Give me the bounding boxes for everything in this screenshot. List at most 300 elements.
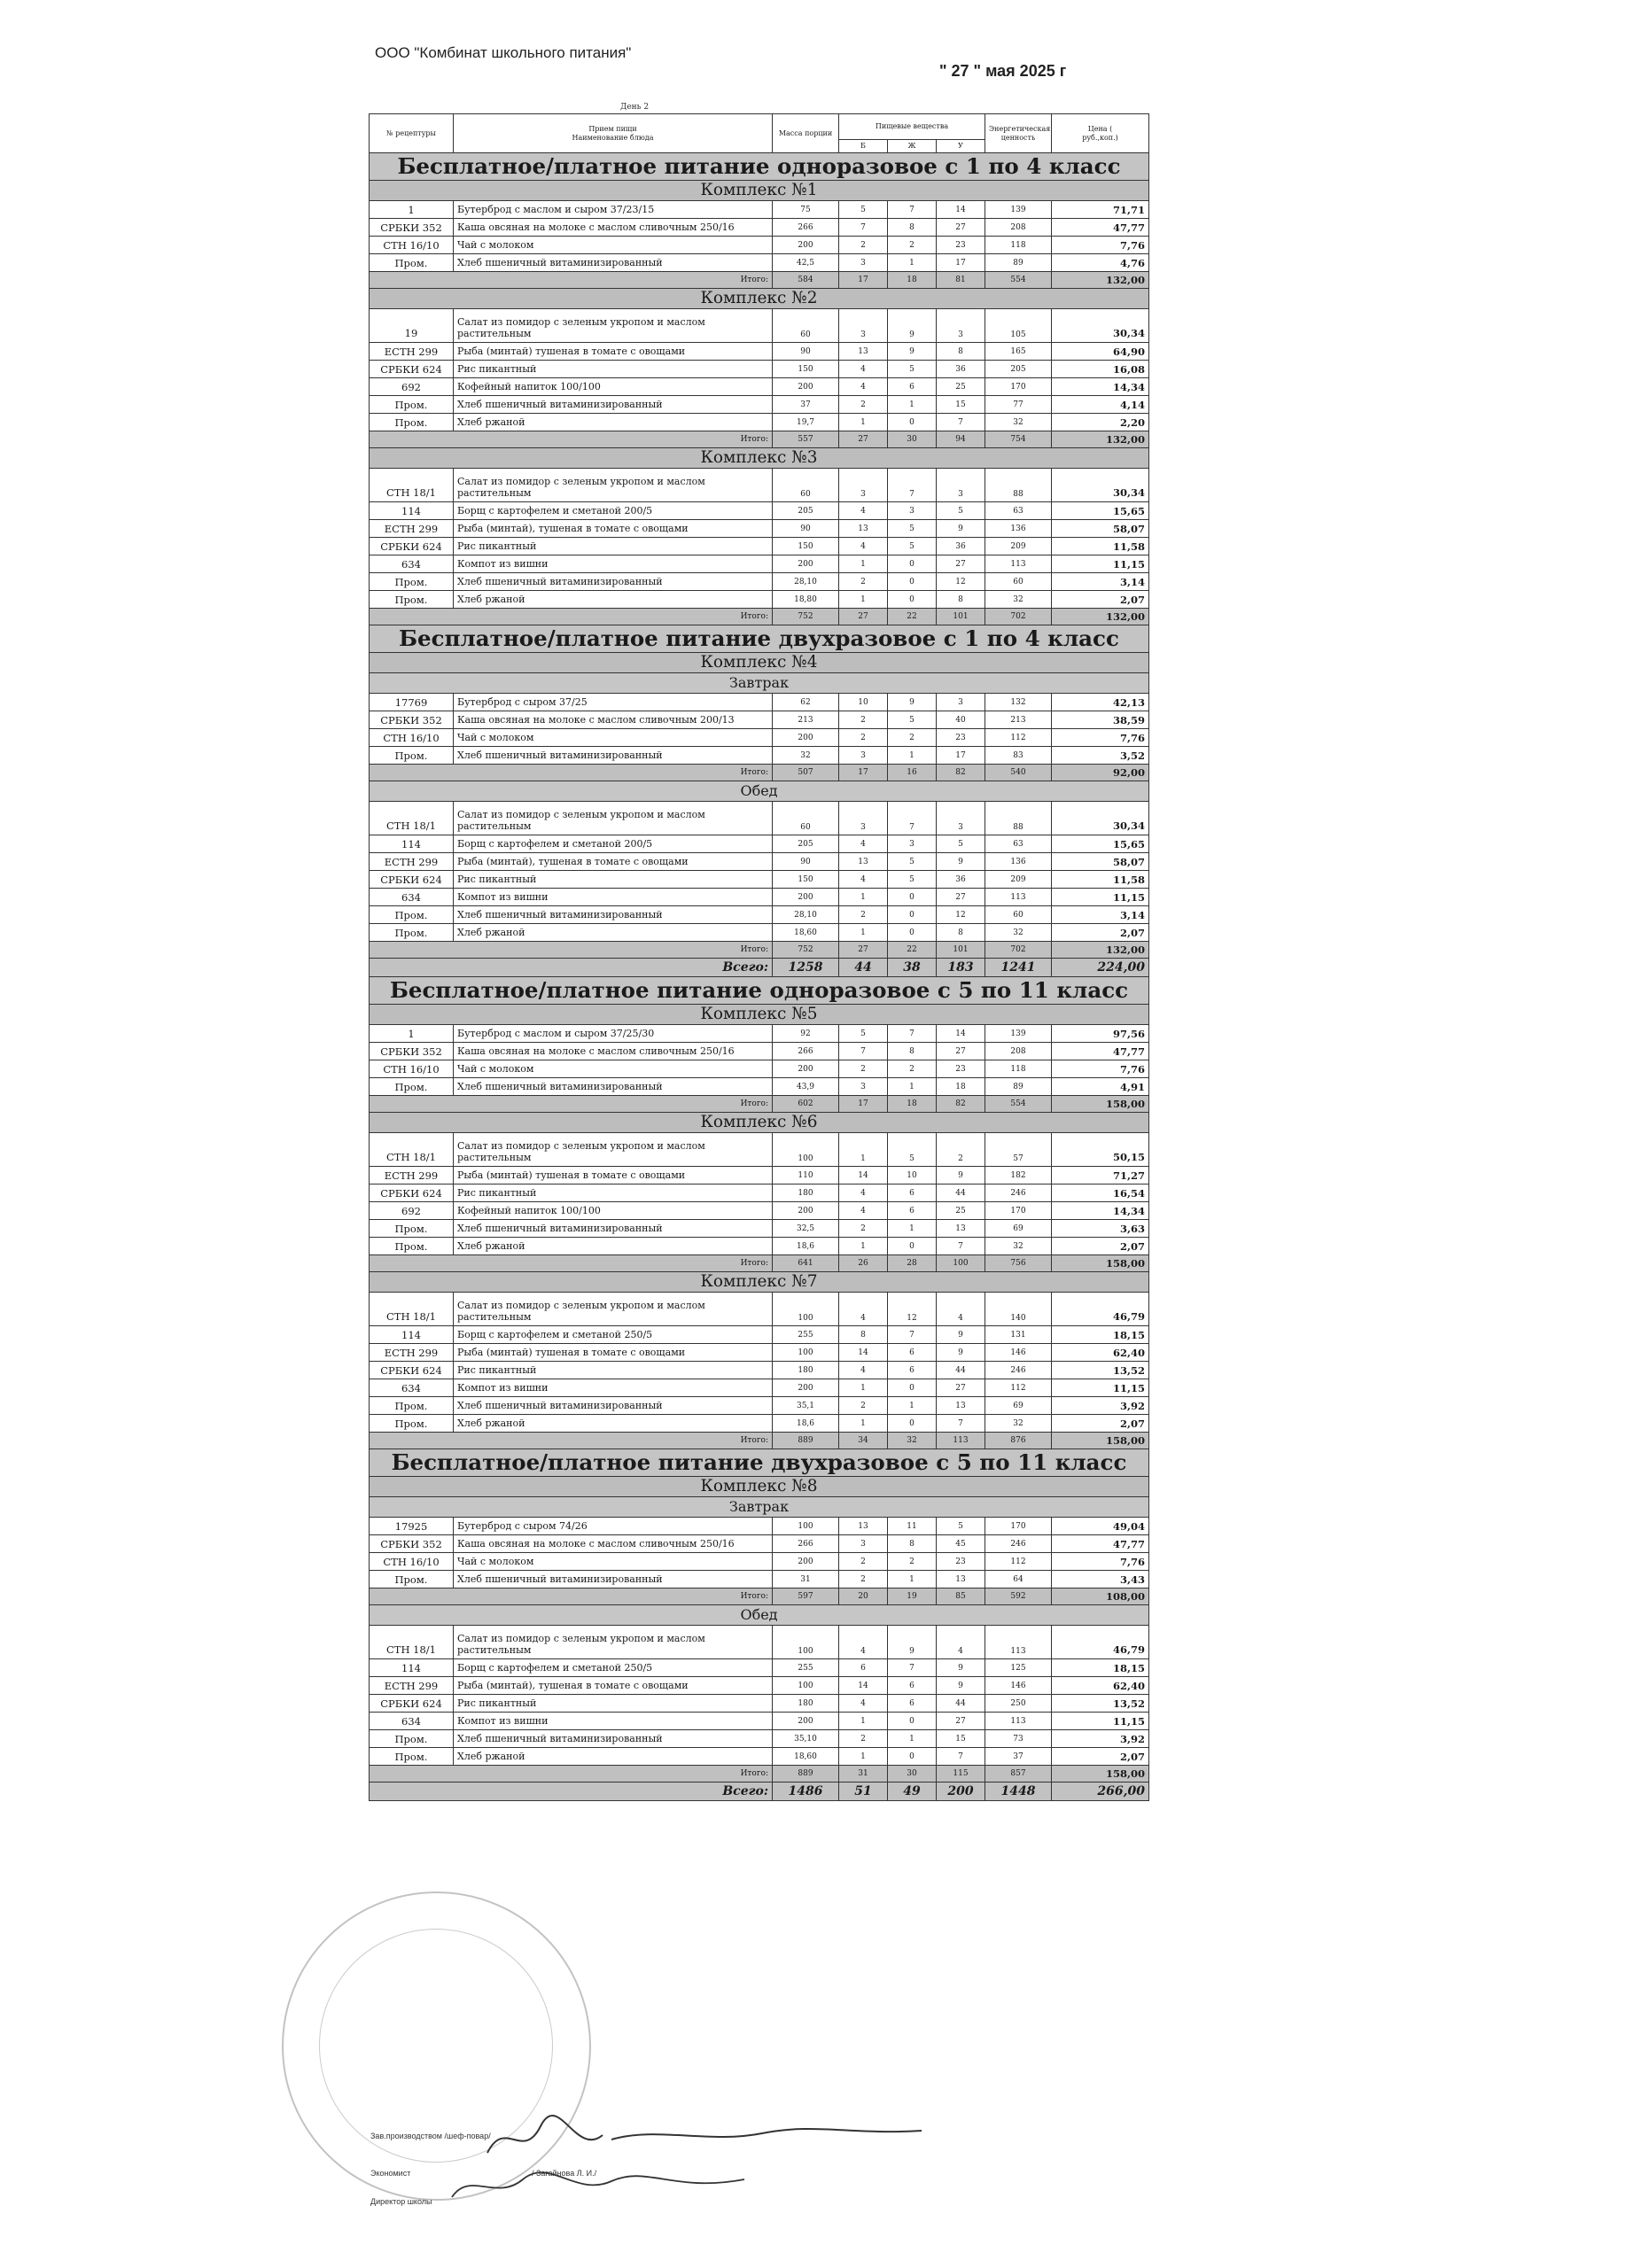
fat-value: 1 — [888, 396, 937, 414]
fat-value: 5 — [888, 871, 937, 889]
fat-value: 5 — [888, 711, 937, 729]
complex-title-row — [370, 1005, 1149, 1025]
fat-value: 2 — [888, 237, 937, 254]
carbs-value: 44 — [937, 1362, 985, 1379]
fat-value: 6 — [888, 1677, 937, 1695]
col-price — [1052, 114, 1149, 153]
subtotal-row-label: Итого: — [370, 431, 773, 448]
portion-mass: 31 — [773, 1571, 839, 1588]
recipe-code: 17769 — [370, 694, 454, 711]
portion-mass: 110 — [773, 1167, 839, 1184]
recipe-code: 634 — [370, 1713, 454, 1730]
energy-value: 83 — [985, 747, 1052, 765]
price-value: 13,52 — [1052, 1695, 1149, 1713]
energy-value: 113 — [985, 555, 1052, 573]
carbs-value: 27 — [937, 1713, 985, 1730]
fat-value: 1 — [888, 1220, 937, 1238]
carbs-value: 3 — [937, 309, 985, 343]
portion-mass: 60 — [773, 469, 839, 502]
fat-value: 2 — [888, 1060, 937, 1078]
dish-name: Рис пикантный — [454, 1362, 773, 1379]
protein-value: 3 — [839, 802, 888, 835]
subtotal-row-price: 108,00 — [1052, 1588, 1149, 1605]
fat-value: 2 — [888, 729, 937, 747]
subtotal-row-energy: 702 — [985, 609, 1052, 625]
subtotal-row-protein: 27 — [839, 609, 888, 625]
subtotal-row-energy: 554 — [985, 1096, 1052, 1113]
portion-mass: 255 — [773, 1326, 839, 1344]
col-meal-name — [454, 114, 773, 153]
protein-value: 2 — [839, 1060, 888, 1078]
fat-value: 6 — [888, 1695, 937, 1713]
grand-total-row-price: 224,00 — [1052, 959, 1149, 977]
subtotal-row-carbs: 101 — [937, 942, 985, 959]
protein-value: 8 — [839, 1326, 888, 1344]
table-row — [370, 924, 1149, 942]
recipe-code: 114 — [370, 1659, 454, 1677]
recipe-code: Пром. — [370, 1415, 454, 1433]
subtotal-row-mass: 557 — [773, 431, 839, 448]
price-value: 7,76 — [1052, 1060, 1149, 1078]
price-value: 2,20 — [1052, 414, 1149, 431]
fat-value: 1 — [888, 1397, 937, 1415]
subtotal-row-carbs: 85 — [937, 1588, 985, 1605]
dish-name: Салат из помидор с зеленым укропом и маслом растительным — [454, 1293, 773, 1326]
table-row — [370, 906, 1149, 924]
protein-value: 4 — [839, 538, 888, 555]
carbs-value: 25 — [937, 1202, 985, 1220]
fat-value: 1 — [888, 1730, 937, 1748]
energy-value: 69 — [985, 1220, 1052, 1238]
section-title: Бесплатное/платное питание одноразовое с 1 по 4 класс — [370, 153, 1149, 181]
table-row — [370, 237, 1149, 254]
portion-mass: 43,9 — [773, 1078, 839, 1096]
carbs-value: 25 — [937, 378, 985, 396]
protein-value: 1 — [839, 414, 888, 431]
subtotal-row-fat: 18 — [888, 1096, 937, 1113]
carbs-value: 14 — [937, 1025, 985, 1043]
table-row — [370, 1518, 1149, 1535]
portion-mass: 200 — [773, 378, 839, 396]
energy-value: 105 — [985, 309, 1052, 343]
carbs-value: 23 — [937, 1553, 985, 1571]
portion-mass: 180 — [773, 1184, 839, 1202]
fat-value: 0 — [888, 889, 937, 906]
energy-value: 60 — [985, 906, 1052, 924]
carbs-value: 12 — [937, 573, 985, 591]
subtotal-row-mass: 752 — [773, 609, 839, 625]
price-value: 3,92 — [1052, 1730, 1149, 1748]
energy-value: 139 — [985, 201, 1052, 219]
subtotal-row-label: Итого: — [370, 1588, 773, 1605]
price-value: 47,77 — [1052, 219, 1149, 237]
energy-value: 146 — [985, 1344, 1052, 1362]
carbs-value: 5 — [937, 1518, 985, 1535]
carbs-value: 23 — [937, 237, 985, 254]
grand-total-row-mass: 1258 — [773, 959, 839, 977]
protein-value: 13 — [839, 853, 888, 871]
dish-name: Чай с молоком — [454, 729, 773, 747]
subtotal-row-price: 92,00 — [1052, 765, 1149, 781]
carbs-value: 5 — [937, 502, 985, 520]
table-row — [370, 1238, 1149, 1255]
recipe-code: СТН 16/10 — [370, 1553, 454, 1571]
recipe-code: Пром. — [370, 1730, 454, 1748]
protein-value: 4 — [839, 361, 888, 378]
fat-value: 9 — [888, 309, 937, 343]
col-meal-name-line2: Наименование блюда — [572, 133, 654, 142]
protein-value: 2 — [839, 1730, 888, 1748]
subtotal-row-price: 158,00 — [1052, 1255, 1149, 1272]
energy-value: 32 — [985, 924, 1052, 942]
fat-value: 7 — [888, 1659, 937, 1677]
table-row — [370, 361, 1149, 378]
protein-value: 1 — [839, 1379, 888, 1397]
subtotal-row-label: Итого: — [370, 609, 773, 625]
protein-value: 2 — [839, 1397, 888, 1415]
subtotal-row-fat: 22 — [888, 942, 937, 959]
recipe-code: СРБКИ 624 — [370, 1184, 454, 1202]
fat-value: 7 — [888, 1326, 937, 1344]
energy-value: 209 — [985, 538, 1052, 555]
protein-value: 1 — [839, 555, 888, 573]
fat-value: 1 — [888, 1078, 937, 1096]
meal-subtitle: Обед — [370, 781, 1149, 802]
energy-value: 64 — [985, 1571, 1052, 1588]
carbs-value: 3 — [937, 469, 985, 502]
table-header-row — [370, 114, 1149, 140]
table-row — [370, 1713, 1149, 1730]
protein-value: 4 — [839, 1293, 888, 1326]
carbs-value: 40 — [937, 711, 985, 729]
dish-name: Хлеб ржаной — [454, 1748, 773, 1766]
protein-value: 4 — [839, 1362, 888, 1379]
table-row — [370, 1133, 1149, 1167]
recipe-code: СТН 18/1 — [370, 802, 454, 835]
dish-name: Хлеб ржаной — [454, 591, 773, 609]
portion-mass: 100 — [773, 1293, 839, 1326]
table-row — [370, 1060, 1149, 1078]
table-row — [370, 835, 1149, 853]
price-value: 4,91 — [1052, 1078, 1149, 1096]
protein-value: 4 — [839, 1202, 888, 1220]
portion-mass: 90 — [773, 343, 839, 361]
meal-subtitle: Обед — [370, 1605, 1149, 1626]
carbs-value: 36 — [937, 361, 985, 378]
price-value: 62,40 — [1052, 1677, 1149, 1695]
fat-value: 0 — [888, 924, 937, 942]
table-row — [370, 469, 1149, 502]
dish-name: Бутерброд с маслом и сыром 37/25/30 — [454, 1025, 773, 1043]
subtotal-row-protein: 17 — [839, 765, 888, 781]
section-title: Бесплатное/платное питание двухразовое с 5 по 11 класс — [370, 1449, 1149, 1477]
carbs-value: 27 — [937, 1043, 985, 1060]
energy-value: 32 — [985, 414, 1052, 431]
energy-value: 32 — [985, 1415, 1052, 1433]
recipe-code: Пром. — [370, 747, 454, 765]
table-row — [370, 1553, 1149, 1571]
price-value: 14,34 — [1052, 1202, 1149, 1220]
dish-name: Компот из вишни — [454, 1713, 773, 1730]
price-value: 11,15 — [1052, 555, 1149, 573]
portion-mass: 200 — [773, 889, 839, 906]
recipe-code: Пром. — [370, 924, 454, 942]
complex-title: Комплекс №8 — [370, 1477, 1149, 1497]
complex-title: Комплекс №2 — [370, 289, 1149, 309]
director-signature-icon — [443, 2162, 762, 2210]
table-row — [370, 343, 1149, 361]
table-row — [370, 711, 1149, 729]
fat-value: 8 — [888, 219, 937, 237]
carbs-value: 4 — [937, 1626, 985, 1659]
protein-value: 13 — [839, 1518, 888, 1535]
portion-mass: 200 — [773, 237, 839, 254]
dish-name: Рыба (минтай), тушеная в томате с овощами — [454, 853, 773, 871]
fat-value: 0 — [888, 1415, 937, 1433]
energy-value: 136 — [985, 853, 1052, 871]
carbs-value: 7 — [937, 1415, 985, 1433]
price-value: 30,34 — [1052, 802, 1149, 835]
dish-name: Компот из вишни — [454, 1379, 773, 1397]
grand-total-row — [370, 1783, 1149, 1801]
carbs-value: 44 — [937, 1184, 985, 1202]
subtotal-row-energy: 554 — [985, 272, 1052, 289]
price-value: 11,15 — [1052, 1713, 1149, 1730]
energy-value: 165 — [985, 343, 1052, 361]
price-value: 11,58 — [1052, 871, 1149, 889]
portion-mass: 100 — [773, 1133, 839, 1167]
dish-name: Хлеб пшеничный витаминизированный — [454, 1220, 773, 1238]
section-title: Бесплатное/платное питание одноразовое с 5 по 11 класс — [370, 977, 1149, 1005]
fat-value: 6 — [888, 1362, 937, 1379]
fat-value: 7 — [888, 201, 937, 219]
dish-name: Бутерброд с маслом и сыром 37/23/15 — [454, 201, 773, 219]
dish-name: Салат из помидор с зеленым укропом и маслом растительным — [454, 1626, 773, 1659]
price-value: 11,58 — [1052, 538, 1149, 555]
subtotal-row — [370, 1255, 1149, 1272]
portion-mass: 180 — [773, 1695, 839, 1713]
energy-value: 208 — [985, 219, 1052, 237]
subtotal-row — [370, 1588, 1149, 1605]
subtotal-row-mass: 602 — [773, 1096, 839, 1113]
complex-title: Комплекс №1 — [370, 181, 1149, 201]
table-row — [370, 1571, 1149, 1588]
energy-value: 170 — [985, 378, 1052, 396]
subtotal-row — [370, 431, 1149, 448]
price-value: 3,14 — [1052, 906, 1149, 924]
dish-name: Салат из помидор с зеленым укропом и маслом растительным — [454, 309, 773, 343]
dish-name: Компот из вишни — [454, 889, 773, 906]
price-value: 16,08 — [1052, 361, 1149, 378]
energy-value: 139 — [985, 1025, 1052, 1043]
fat-value: 6 — [888, 1184, 937, 1202]
portion-mass: 18,60 — [773, 924, 839, 942]
price-value: 38,59 — [1052, 711, 1149, 729]
carbs-value: 12 — [937, 906, 985, 924]
dish-name: Бутерброд с сыром 74/26 — [454, 1518, 773, 1535]
subtotal-row-energy: 876 — [985, 1433, 1052, 1449]
recipe-code: Пром. — [370, 254, 454, 272]
energy-value: 246 — [985, 1362, 1052, 1379]
portion-mass: 100 — [773, 1626, 839, 1659]
col-recipe-no: № рецептуры — [370, 114, 454, 153]
dish-name: Хлеб пшеничный витаминизированный — [454, 1078, 773, 1096]
energy-value: 69 — [985, 1397, 1052, 1415]
energy-value: 246 — [985, 1184, 1052, 1202]
carbs-value: 3 — [937, 802, 985, 835]
subtotal-row-protein: 31 — [839, 1766, 888, 1783]
recipe-code: СРБКИ 352 — [370, 711, 454, 729]
table-row — [370, 520, 1149, 538]
fat-value: 5 — [888, 520, 937, 538]
portion-mass: 37 — [773, 396, 839, 414]
subtotal-row-fat: 22 — [888, 609, 937, 625]
dish-name: Хлеб ржаной — [454, 1415, 773, 1433]
subtotal-row-price: 132,00 — [1052, 609, 1149, 625]
energy-value: 88 — [985, 469, 1052, 502]
portion-mass: 200 — [773, 1713, 839, 1730]
protein-value: 2 — [839, 1553, 888, 1571]
subtotal-row-mass: 641 — [773, 1255, 839, 1272]
table-row — [370, 555, 1149, 573]
price-value: 3,92 — [1052, 1397, 1149, 1415]
price-value: 46,79 — [1052, 1626, 1149, 1659]
subtotal-row-energy: 756 — [985, 1255, 1052, 1272]
carbs-value: 7 — [937, 414, 985, 431]
protein-value: 7 — [839, 1043, 888, 1060]
subtotal-row — [370, 1766, 1149, 1783]
dish-name: Хлеб пшеничный витаминизированный — [454, 254, 773, 272]
subtotal-row-fat: 28 — [888, 1255, 937, 1272]
recipe-code: ЕСТН 299 — [370, 1677, 454, 1695]
dish-name: Хлеб пшеничный витаминизированный — [454, 906, 773, 924]
protein-value: 7 — [839, 219, 888, 237]
table-row — [370, 729, 1149, 747]
price-value: 11,15 — [1052, 889, 1149, 906]
price-value: 3,43 — [1052, 1571, 1149, 1588]
price-value: 47,77 — [1052, 1535, 1149, 1553]
portion-mass: 90 — [773, 520, 839, 538]
col-price-line2: руб.,коп.) — [1082, 133, 1118, 142]
carbs-value: 7 — [937, 1748, 985, 1766]
protein-value: 10 — [839, 694, 888, 711]
subtotal-row-fat: 32 — [888, 1433, 937, 1449]
fat-value: 0 — [888, 1379, 937, 1397]
energy-value: 88 — [985, 802, 1052, 835]
fat-value: 6 — [888, 1344, 937, 1362]
energy-value: 246 — [985, 1535, 1052, 1553]
protein-value: 4 — [839, 835, 888, 853]
complex-title-row — [370, 653, 1149, 673]
carbs-value: 9 — [937, 853, 985, 871]
recipe-code: Пром. — [370, 1238, 454, 1255]
subtotal-row-protein: 17 — [839, 1096, 888, 1113]
portion-mass: 150 — [773, 538, 839, 555]
table-row — [370, 1362, 1149, 1379]
carbs-value: 17 — [937, 747, 985, 765]
dish-name: Компот из вишни — [454, 555, 773, 573]
price-value: 7,76 — [1052, 729, 1149, 747]
price-value: 2,07 — [1052, 591, 1149, 609]
carbs-value: 9 — [937, 1677, 985, 1695]
protein-value: 4 — [839, 378, 888, 396]
portion-mass: 32,5 — [773, 1220, 839, 1238]
protein-value: 3 — [839, 254, 888, 272]
carbs-value: 9 — [937, 520, 985, 538]
table-row — [370, 1535, 1149, 1553]
company-name: ООО "Комбинат школьного питания" — [375, 44, 632, 61]
portion-mass: 266 — [773, 219, 839, 237]
dish-name: Хлеб ржаной — [454, 1238, 773, 1255]
subtotal-row-mass: 584 — [773, 272, 839, 289]
fat-value: 3 — [888, 502, 937, 520]
energy-value: 112 — [985, 1553, 1052, 1571]
recipe-code: 114 — [370, 835, 454, 853]
carbs-value: 36 — [937, 871, 985, 889]
subtotal-row-energy: 592 — [985, 1588, 1052, 1605]
table-row — [370, 1626, 1149, 1659]
energy-value: 32 — [985, 591, 1052, 609]
subtotal-row-carbs: 113 — [937, 1433, 985, 1449]
fat-value: 5 — [888, 853, 937, 871]
meal-subtitle: Завтрак — [370, 1497, 1149, 1518]
energy-value: 140 — [985, 1293, 1052, 1326]
protein-value: 6 — [839, 1659, 888, 1677]
subtotal-row-protein: 34 — [839, 1433, 888, 1449]
carbs-value: 9 — [937, 1326, 985, 1344]
recipe-code: СТН 16/10 — [370, 729, 454, 747]
economist-label: Экономист — [370, 2169, 411, 2178]
subtotal-row-price: 158,00 — [1052, 1433, 1149, 1449]
fat-value: 0 — [888, 1748, 937, 1766]
portion-mass: 18,60 — [773, 1748, 839, 1766]
portion-mass: 18,80 — [773, 591, 839, 609]
carbs-value: 9 — [937, 1167, 985, 1184]
carbs-value: 45 — [937, 1535, 985, 1553]
energy-value: 73 — [985, 1730, 1052, 1748]
fat-value: 1 — [888, 747, 937, 765]
carbs-value: 5 — [937, 835, 985, 853]
grand-total-row-energy: 1241 — [985, 959, 1052, 977]
dish-name: Борщ с картофелем и сметаной 250/5 — [454, 1659, 773, 1677]
portion-mass: 19,7 — [773, 414, 839, 431]
price-value: 18,15 — [1052, 1326, 1149, 1344]
dish-name: Каша овсяная на молоке с маслом сливочным 250/16 — [454, 1043, 773, 1060]
fat-value: 7 — [888, 469, 937, 502]
table-row — [370, 201, 1149, 219]
fat-value: 5 — [888, 361, 937, 378]
protein-value: 4 — [839, 871, 888, 889]
price-value: 64,90 — [1052, 343, 1149, 361]
fat-value: 5 — [888, 538, 937, 555]
energy-value: 112 — [985, 1379, 1052, 1397]
portion-mass: 266 — [773, 1043, 839, 1060]
subtotal-row — [370, 272, 1149, 289]
dish-name: Хлеб пшеничный витаминизированный — [454, 1571, 773, 1588]
carbs-value: 15 — [937, 1730, 985, 1748]
director-label: Директор школы — [370, 2197, 432, 2206]
dish-name: Салат из помидор с зеленым укропом и маслом растительным — [454, 802, 773, 835]
subtotal-row-mass: 507 — [773, 765, 839, 781]
protein-value: 13 — [839, 343, 888, 361]
subtotal-row — [370, 1096, 1149, 1113]
price-value: 47,77 — [1052, 1043, 1149, 1060]
fat-value: 0 — [888, 591, 937, 609]
portion-mass: 35,1 — [773, 1397, 839, 1415]
carbs-value: 44 — [937, 1695, 985, 1713]
energy-value: 63 — [985, 835, 1052, 853]
energy-value: 250 — [985, 1695, 1052, 1713]
